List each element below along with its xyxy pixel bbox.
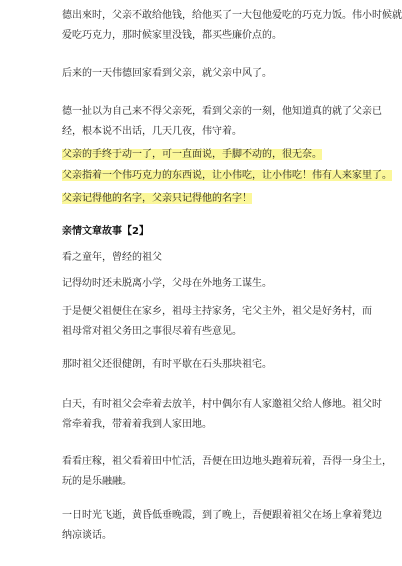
text-line: 后来的一天伟德回家看到父亲，就父亲中风了。 xyxy=(62,68,272,79)
paragraph xyxy=(62,64,338,84)
heading-text: 亲情文章故事【2】 xyxy=(62,226,149,237)
paragraph xyxy=(62,145,338,165)
text-line xyxy=(62,166,392,186)
paragraph xyxy=(62,302,372,342)
text-line: 经，根本说不出话，几天几夜，伟守着。 xyxy=(62,126,242,137)
paragraph xyxy=(62,395,382,435)
text-line: 记得幼时还未脱离小学，父母在外地务工谋生。 xyxy=(62,278,272,289)
text-line: 德一扯以为自己来不得父亲死，看到父亲的一刻，他知道真的就了父亲已 xyxy=(62,106,382,117)
text-line xyxy=(62,189,338,209)
text-line: 看之童年，曾经的祖父 xyxy=(62,252,162,263)
highlighted-text: 父亲指着一个伟巧克力的东西说，让小伟吃，让小伟吃！伟有人来家里了。 xyxy=(62,170,392,181)
text-line: 德出來时，父亲不敢给他钱，给他买了一大包他爱吃的巧克力饭。伟小时候就 xyxy=(62,10,402,21)
text-line: 白天，有时祖父会牵着去放羊，村中偶尔有人家邀祖父给人修地。祖父时 xyxy=(62,399,382,410)
text-line: 玩的是乐融融。 xyxy=(62,476,132,487)
text-line: 一日时光飞逝，黄昏低垂晚霞，到了晚上，吾便跟着祖父在场上拿着凳边 xyxy=(62,510,382,521)
paragraph xyxy=(62,248,338,268)
paragraph xyxy=(62,6,402,46)
text-line xyxy=(62,145,338,165)
paragraph xyxy=(62,355,338,375)
text-line: 那时祖父还很健朗，有时平歇在石头那块祖宅。 xyxy=(62,359,272,370)
paragraph xyxy=(62,506,382,546)
section-heading xyxy=(62,222,338,242)
highlighted-text: 父亲的手终于动一了，可一直面说，手脚不动的，很无奈。 xyxy=(62,149,322,160)
paragraph xyxy=(62,274,338,294)
text-line: 爱吃巧克力，那时候家里没钱，都买些廉价点的。 xyxy=(62,30,282,41)
paragraph xyxy=(62,189,338,209)
text-line: 常牵着我，带着着我到人家田地。 xyxy=(62,419,212,430)
text-line: 于是便父祖便住在家乡，祖母主持家务，宅父主外，祖父是好务村，而 xyxy=(62,306,372,317)
paragraph xyxy=(62,102,382,142)
text-line: 纳凉谈话。 xyxy=(62,530,112,541)
text-line: 祖母常对祖父务田之事很尽着有些意见。 xyxy=(62,326,242,337)
paragraph xyxy=(62,452,392,492)
paragraph xyxy=(62,166,392,186)
text-line: 看看庄稼，祖父看着田中忙活，吾便在田边地头跑着玩着，吾得一身尘土， xyxy=(62,456,392,467)
highlighted-text: 父亲记得他的名字，父亲只记得他的名字！ xyxy=(62,193,252,204)
